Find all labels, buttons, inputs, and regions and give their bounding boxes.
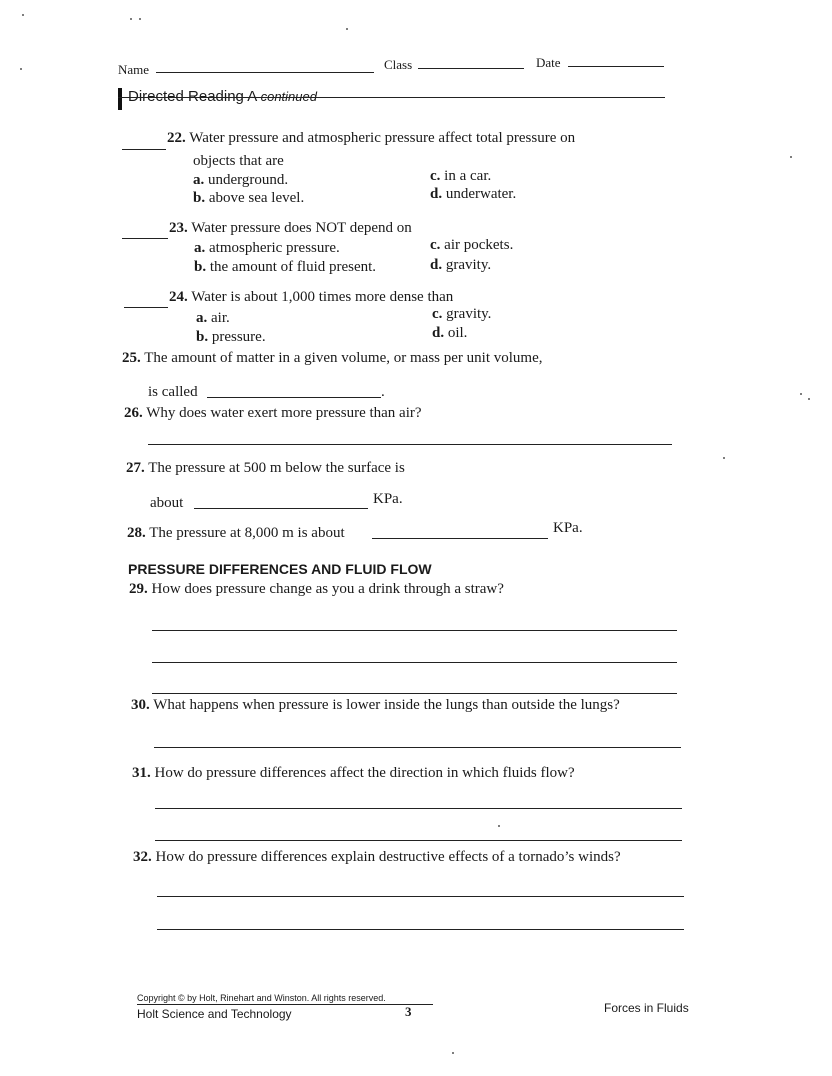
q23-option-c: [430, 237, 513, 254]
q23-answer-blank[interactable]: [122, 238, 168, 239]
q31-answer-line-1[interactable]: [155, 808, 682, 809]
q32-number: 32.: [133, 849, 152, 865]
option-text: pressure.: [211, 329, 266, 345]
q27-question: [126, 460, 405, 477]
q32-question: [133, 849, 621, 866]
q23-number: 23.: [169, 220, 188, 236]
scan-speck: [790, 156, 792, 158]
q30-number: 30.: [131, 697, 150, 713]
option-letter: b.: [193, 190, 206, 206]
q26-text: Why does water exert more pressure than air?: [146, 405, 422, 421]
name-field[interactable]: [156, 72, 374, 73]
q23-option-a: [194, 240, 340, 257]
q24-text: Water is about 1,000 times more dense than: [191, 289, 454, 305]
q28-unit: KPa.: [553, 520, 583, 536]
q29-answer-line-3[interactable]: [152, 693, 677, 694]
class-field[interactable]: [418, 68, 524, 69]
q32-text: How do pressure differences explain destructive effects of a tornado’s winds?: [155, 849, 621, 865]
option-letter: d.: [432, 325, 445, 341]
q23-option-d: [430, 257, 491, 274]
q25-text-line2: is called: [148, 384, 198, 400]
q27-text: The pressure at 500 m below the surface is: [148, 460, 405, 476]
q31-question: [132, 765, 575, 782]
scan-speck: [808, 398, 810, 400]
option-text: the amount of fluid present.: [209, 259, 377, 275]
option-text: above sea level.: [208, 190, 305, 206]
date-label: Date: [536, 55, 561, 70]
q25-question: [122, 350, 542, 367]
scan-speck: [22, 14, 24, 16]
q31-number: 31.: [132, 765, 151, 781]
q29-text: How does pressure change as you a drink through a straw?: [151, 581, 504, 597]
option-text: gravity.: [445, 257, 492, 273]
option-text: underground.: [208, 172, 289, 188]
scan-speck: [20, 68, 22, 70]
q32-answer-line-2[interactable]: [157, 929, 684, 930]
q22-answer-blank[interactable]: [122, 149, 166, 150]
q24-option-c: [432, 306, 491, 323]
option-letter: a.: [193, 172, 205, 188]
page-number: 3: [405, 1004, 412, 1019]
scan-speck: [139, 18, 141, 20]
q25-text: The amount of matter in a given volume, or mass per unit volume,: [144, 350, 543, 366]
option-letter: c.: [432, 306, 443, 322]
q22-question: [167, 130, 575, 147]
q26-number: 26.: [124, 405, 143, 421]
option-text: atmospheric pressure.: [209, 240, 340, 256]
q22-option-b: [193, 190, 304, 207]
q29-answer-line-2[interactable]: [152, 662, 677, 663]
q22-option-a: [193, 172, 288, 189]
section-rule: [118, 97, 665, 98]
section-heading-pressure-differences: PRESSURE DIFFERENCES AND FLUID FLOW: [128, 561, 432, 577]
option-letter: b.: [194, 259, 207, 275]
section-title-text: Directed Reading A: [128, 88, 257, 105]
option-letter: a.: [194, 240, 206, 256]
q26-question: [124, 405, 422, 422]
scan-speck: [346, 28, 348, 30]
q27-text-line2: about: [150, 495, 184, 511]
q24-question: [169, 289, 453, 306]
scan-speck: [130, 18, 132, 20]
option-text: gravity.: [446, 306, 492, 322]
copyright: Copyright © by Holt, Rinehart and Winston. All rights reserved.: [137, 993, 386, 1003]
q30-question: [131, 697, 620, 714]
name-label: Name: [118, 62, 150, 77]
q29-number: 29.: [129, 581, 148, 597]
q24-option-d: [432, 325, 467, 342]
q30-answer-line[interactable]: [154, 747, 681, 748]
q32-answer-line-1[interactable]: [157, 896, 684, 897]
q29-question: [129, 581, 504, 598]
option-text: underwater.: [445, 186, 517, 202]
publisher: Holt Science and Technology: [137, 1007, 292, 1021]
q27-answer-blank[interactable]: [194, 508, 368, 509]
q22-text: Water pressure and atmospheric pressure affect total pressure on: [189, 130, 576, 146]
q23-question: [169, 220, 412, 237]
q31-text: How do pressure differences affect the direction in which fluids flow?: [154, 765, 575, 781]
scan-speck: [452, 1052, 454, 1054]
q25-end: .: [381, 384, 385, 400]
option-text: oil.: [447, 325, 468, 341]
q24-answer-blank[interactable]: [124, 307, 168, 308]
option-letter: a.: [196, 310, 208, 326]
chapter-title: Forces in Fluids: [604, 1001, 689, 1015]
q28-number: 28.: [127, 525, 146, 541]
q30-text: What happens when pressure is lower inside the lungs than outside the lungs?: [153, 697, 620, 713]
q23-option-b: [194, 259, 376, 276]
q26-answer-line[interactable]: [148, 444, 672, 445]
option-letter: d.: [430, 257, 443, 273]
q24-number: 24.: [169, 289, 188, 305]
q27-unit: KPa.: [373, 491, 403, 507]
option-letter: c.: [430, 168, 441, 184]
q22-option-c: [430, 168, 491, 185]
option-letter: c.: [430, 237, 441, 253]
option-text: air pockets.: [444, 237, 514, 253]
q24-option-b: [196, 329, 266, 346]
option-letter: b.: [196, 329, 209, 345]
option-text: in a car.: [444, 168, 492, 184]
option-letter: d.: [430, 186, 443, 202]
q29-answer-line-1[interactable]: [152, 630, 677, 631]
scan-speck: [498, 825, 500, 827]
date-field[interactable]: [568, 66, 664, 67]
q23-text: Water pressure does NOT depend on: [191, 220, 412, 236]
q22-text-line2: objects that are: [193, 153, 284, 169]
q28-text: The pressure at 8,000 m is about: [149, 525, 345, 541]
scan-speck: [723, 457, 725, 459]
class-label: Class: [384, 57, 413, 72]
q27-number: 27.: [126, 460, 145, 476]
q25-answer-blank[interactable]: [207, 397, 381, 398]
q28-question: [127, 525, 345, 542]
scan-speck: [800, 393, 802, 395]
footer-rule: [137, 1004, 433, 1005]
q22-option-d: [430, 186, 516, 203]
q31-answer-line-2[interactable]: [155, 840, 682, 841]
q24-option-a: [196, 310, 230, 327]
section-subtitle: continued: [260, 89, 317, 104]
q22-number: 22.: [167, 130, 186, 146]
q25-number: 25.: [122, 350, 141, 366]
q28-answer-blank[interactable]: [372, 538, 548, 539]
section-bar: [118, 88, 122, 110]
option-text: air.: [211, 310, 230, 326]
